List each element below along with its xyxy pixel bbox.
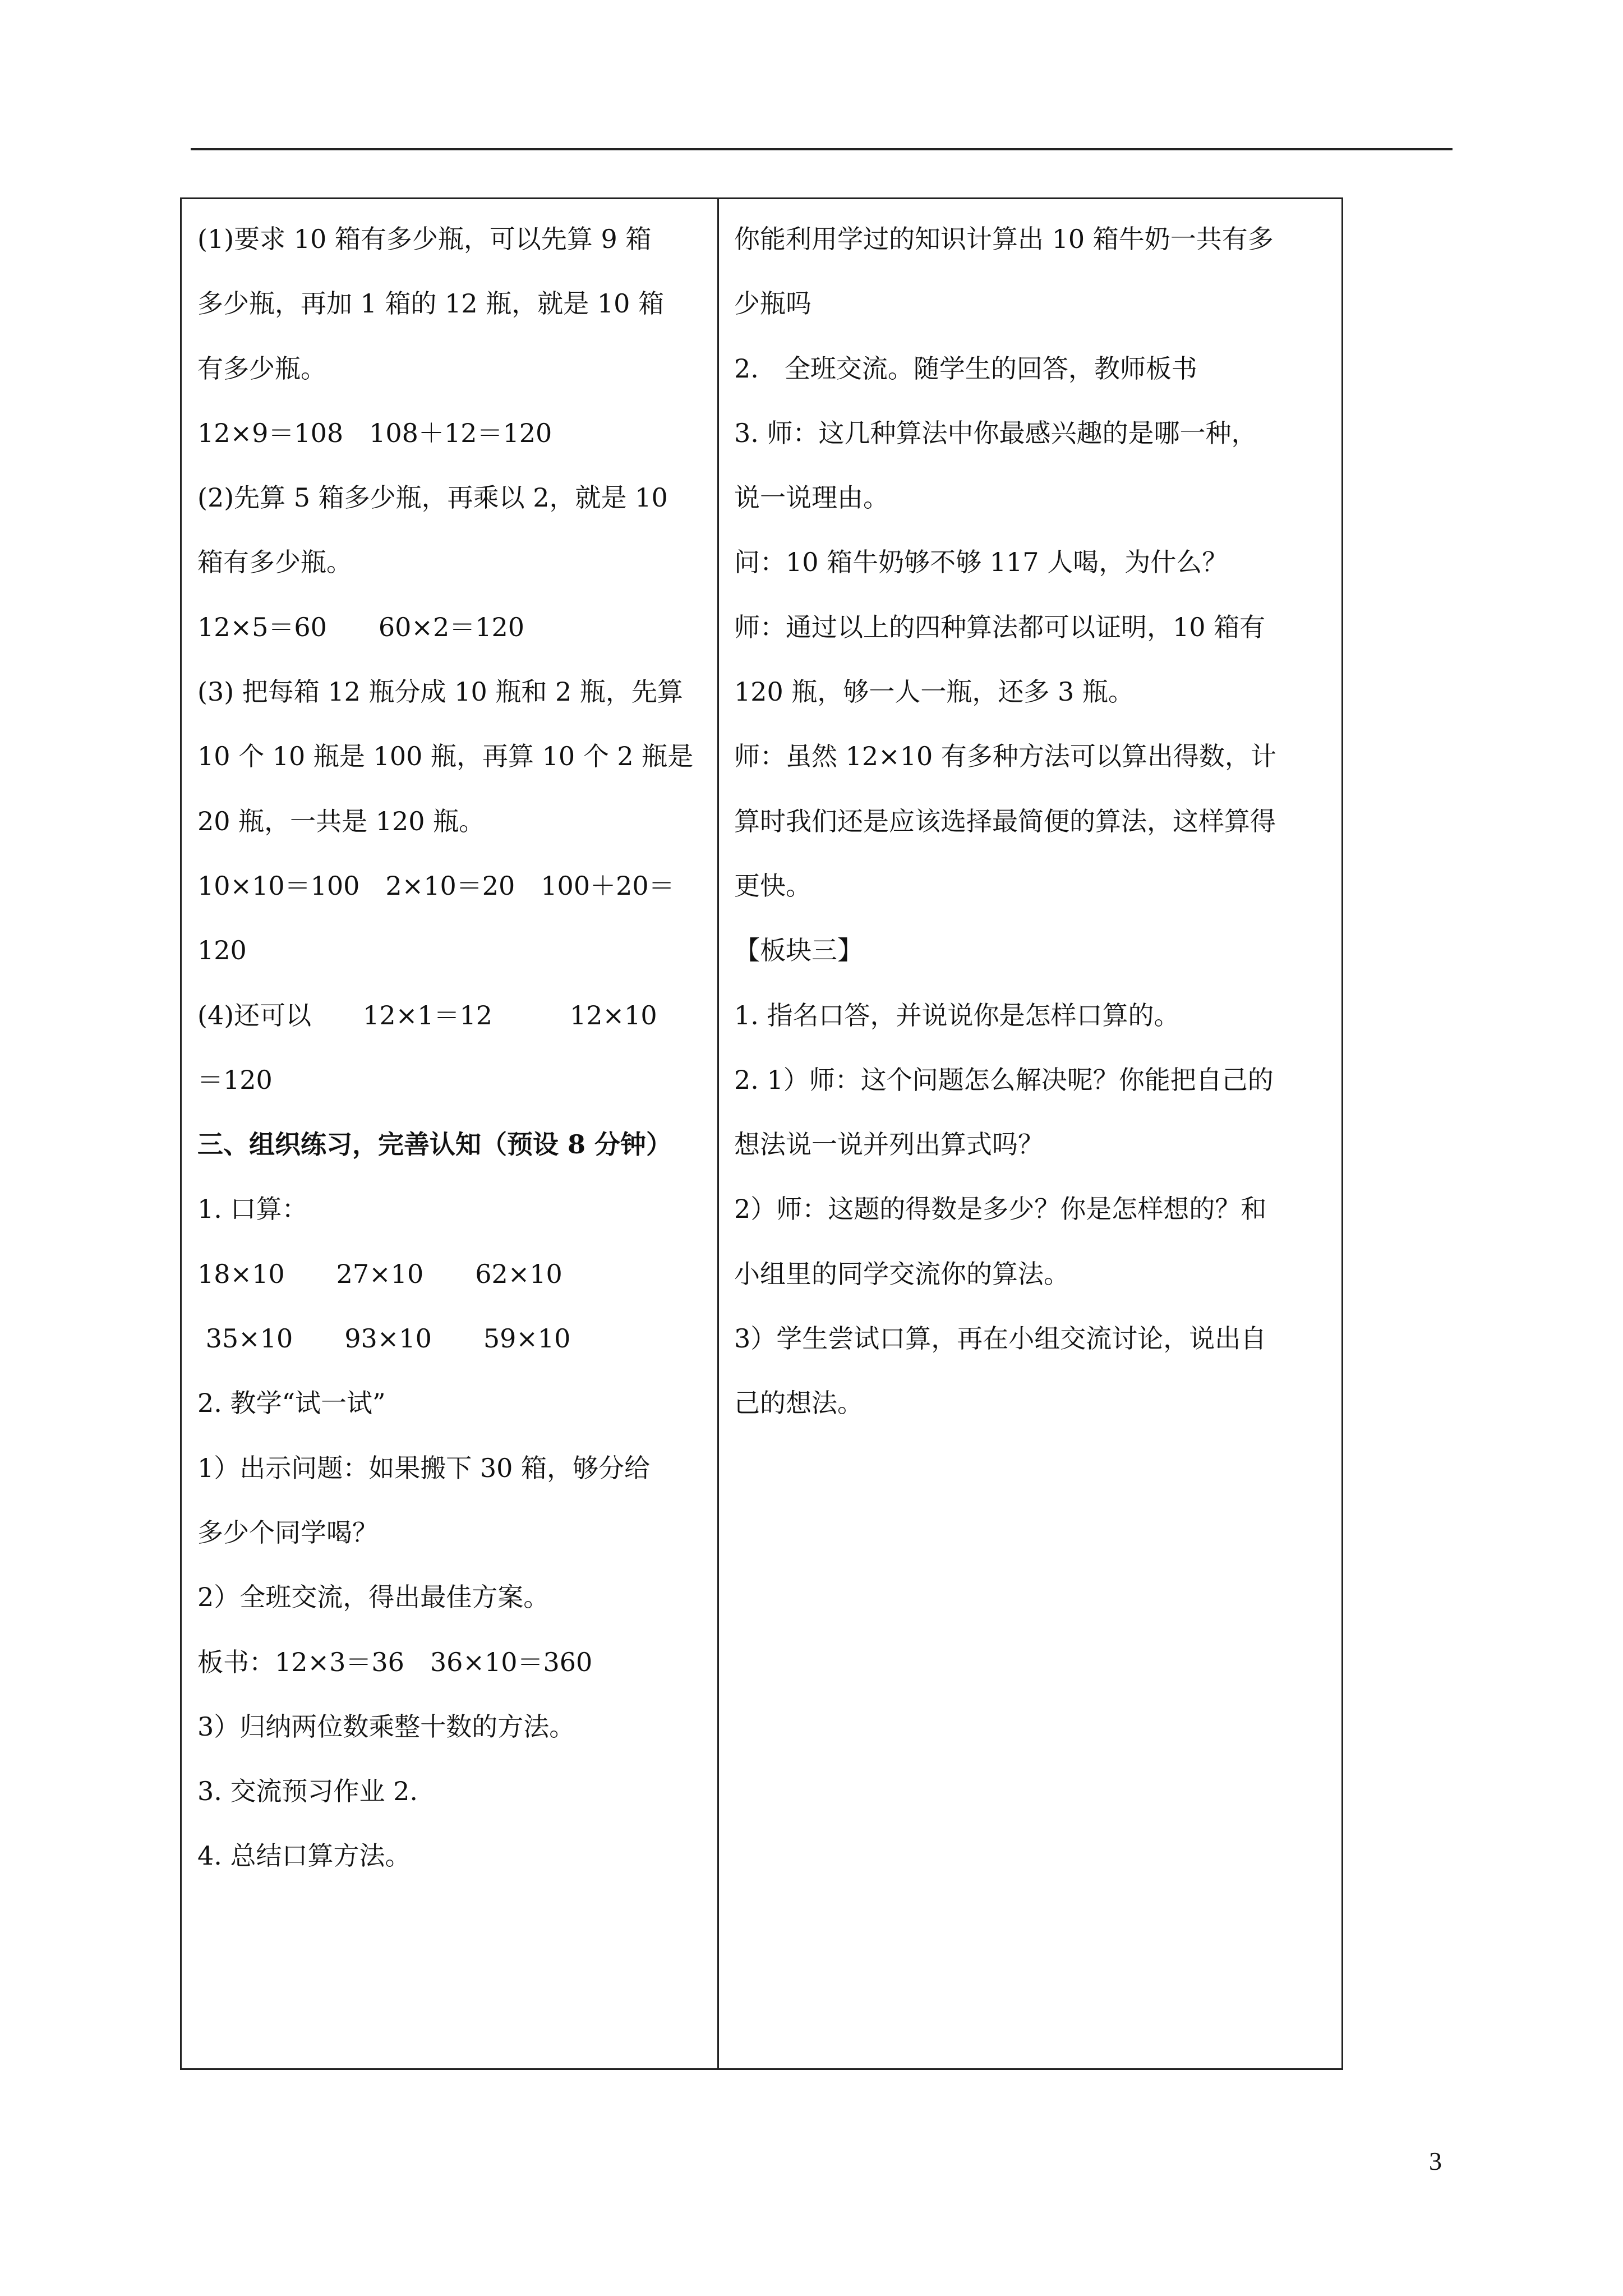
text-line: 3）归纳两位数乘整十数的方法。: [197, 1711, 575, 1742]
text-line: 1. 口算：: [197, 1194, 308, 1225]
text-line: 小组里的同学交流你的算法。: [734, 1258, 1069, 1289]
text-line: 有多少瓶。: [197, 353, 326, 384]
lesson-plan-table: [180, 197, 1343, 2070]
text-line: 己的想法。: [734, 1388, 863, 1419]
text-line: 10×10＝100 2×10＝20 100＋20＝: [197, 870, 675, 901]
text-line: 想法说一说并列出算式吗？: [734, 1129, 1044, 1160]
text-line: 2）师：这题的得数是多少？你是怎样想的？和: [734, 1194, 1267, 1225]
text-line: 3）学生尝试口算，再在小组交流讨论，说出自: [734, 1323, 1267, 1354]
page-number: 3: [1429, 2147, 1442, 2175]
left-column: [197, 207, 708, 1889]
column-divider: [717, 199, 719, 2068]
right-column: [734, 207, 1334, 1436]
text-line: 120 瓶，够一人一瓶，还多 3 瓶。: [734, 677, 1134, 707]
text-line: 师：通过以上的四种算法都可以证明，10 箱有: [734, 611, 1266, 642]
text-line: 10 个 10 瓶是 100 瓶，再算 10 个 2 瓶是: [197, 741, 694, 772]
text-line: 3. 师：这几种算法中你最感兴趣的是哪一种，: [734, 417, 1257, 448]
text-line: 问：10 箱牛奶够不够 117 人喝，为什么？: [734, 547, 1228, 578]
text-line: 更快。: [734, 870, 811, 901]
text-line: 多少个同学喝？: [197, 1517, 378, 1548]
text-line: 板书：12×3＝36 36×10＝360: [197, 1646, 593, 1677]
text-line: 12×5＝60 60×2＝120: [197, 611, 525, 642]
header-rule: [191, 148, 1453, 150]
text-line: (1)要求 10 箱有多少瓶，可以先算 9 箱: [197, 224, 652, 254]
text-line: ＝120: [197, 1064, 273, 1095]
text-line: 多少瓶，再加 1 箱的 12 瓶，就是 10 箱: [197, 288, 665, 319]
section-heading: 【板块三】: [734, 935, 863, 966]
text-line: 120: [197, 935, 247, 966]
text-line: 2. 教学“试一试”: [197, 1388, 386, 1419]
text-line: 35×10 93×10 59×10: [197, 1323, 571, 1354]
text-line: 18×10 27×10 62×10: [197, 1258, 562, 1289]
text-line: (3) 把每箱 12 瓶分成 10 瓶和 2 瓶，先算: [197, 677, 683, 707]
text-line: 1. 指名口答，并说说你是怎样口算的。: [734, 1000, 1180, 1030]
text-line: 3. 交流预习作业 2.: [197, 1776, 418, 1807]
text-line: 12×9＝108 108＋12＝120: [197, 417, 552, 448]
text-line: 算时我们还是应该选择最简便的算法，这样算得: [734, 806, 1276, 836]
text-line: 1）出示问题：如果搬下 30 箱，够分给: [197, 1452, 651, 1483]
section-heading: 三、组织练习，完善认知（预设 8 分钟）: [197, 1129, 672, 1160]
text-line: 2）全班交流，得出最佳方案。: [197, 1582, 550, 1613]
text-line: (2)先算 5 箱多少瓶，再乘以 2，就是 10: [197, 482, 668, 513]
text-line: 师：虽然 12×10 有多种方法可以算出得数，计: [734, 741, 1276, 772]
text-line: 2. 1）师：这个问题怎么解决呢？你能把自己的: [734, 1064, 1274, 1095]
text-line: 2. 全班交流。随学生的回答，教师板书: [734, 353, 1197, 384]
text-line: 箱有多少瓶。: [197, 547, 352, 578]
text-line: 20 瓶，一共是 120 瓶。: [197, 806, 485, 836]
text-line: 少瓶吗: [734, 288, 811, 319]
text-line: 4. 总结口算方法。: [197, 1841, 411, 1871]
text-line: 说一说理由。: [734, 482, 889, 513]
text-line: (4)还可以 12×1＝12 12×10: [197, 1000, 657, 1030]
text-line: 你能利用学过的知识计算出 10 箱牛奶一共有多: [734, 224, 1274, 254]
